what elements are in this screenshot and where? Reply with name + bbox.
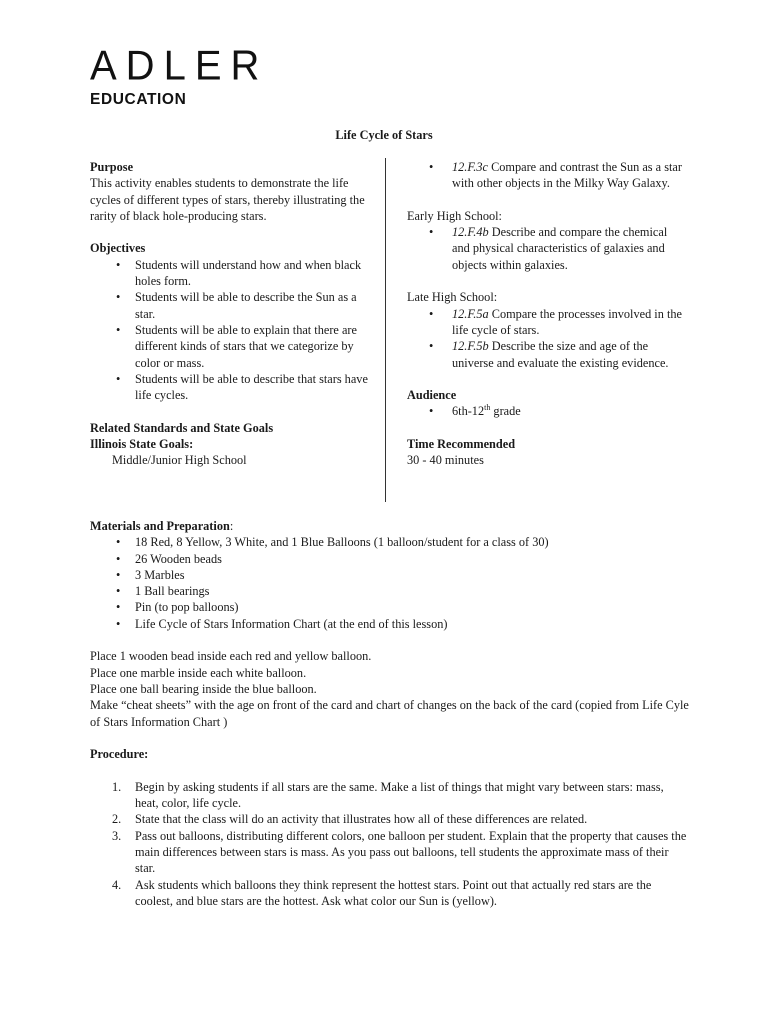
step-number: 3.	[112, 828, 122, 843]
prep-line: Place one marble inside each white balloon.	[90, 665, 307, 680]
audience-grade-start: 6th-12	[452, 404, 485, 419]
standard-text: Compare the processes involved in the life cycle of stars.	[452, 306, 682, 337]
materials-heading: Materials and Preparation	[90, 519, 230, 533]
column-divider	[385, 158, 386, 502]
list-item: • Students will understand how and when black holes form.	[90, 257, 370, 290]
standards-heading: Related Standards and State Goals	[90, 420, 274, 435]
procedure-heading: Procedure:	[90, 747, 149, 762]
materials-colon: :	[229, 519, 234, 533]
standard-code: 12.F.5a	[452, 306, 489, 321]
step-number: 1.	[112, 779, 122, 794]
standards-subheading: Illinois State Goals:	[90, 437, 194, 452]
list-item: • 3 Marbles	[90, 567, 690, 583]
logo-wordmark: ADLER	[90, 42, 269, 90]
audience-list	[407, 403, 682, 419]
time-value: 30 - 40 minutes	[407, 453, 484, 468]
standard-text: Describe and compare the chemical and physical characteristics of galaxies and objects within galaxies.	[452, 225, 668, 272]
step-text: State that the class will do an activity that illustrates how all of these differences are related.	[135, 812, 588, 827]
list-item: • 26 Wooden beads	[90, 551, 690, 567]
prep-line: Make “cheat sheets” with the age on front of the card and chart of changes on the back of the card (copied from Life Cyle of Stars Information Chart )	[90, 698, 689, 729]
objectives-list	[90, 257, 370, 404]
standard-text: Describe the size and age of the universe and evaluate the existing evidence.	[452, 339, 669, 370]
step-number: 2.	[112, 812, 122, 827]
audience-grade-end: grade	[490, 404, 521, 419]
standard-code: 12.F.5b	[452, 339, 489, 354]
list-item	[407, 306, 682, 339]
list-item	[407, 224, 682, 273]
audience-heading: Audience	[407, 388, 457, 403]
procedure-step	[90, 811, 690, 827]
standard-code: 12.F.4b	[452, 225, 489, 240]
time-heading: Time Recommended	[407, 437, 516, 452]
late-standards-list	[407, 306, 682, 371]
objectives-heading: Objectives	[90, 241, 146, 256]
list-item: • Life Cycle of Stars Information Chart (at the end of this lesson)	[90, 616, 690, 632]
procedure-step	[90, 877, 690, 910]
document-title: Life Cycle of Stars	[335, 128, 433, 142]
step-number: 4.	[112, 877, 122, 892]
standard-text: Compare and contrast the Sun as a star with other objects in the Milky Way Galaxy.	[452, 160, 682, 191]
list-item: • Students will be able to explain that there are different kinds of stars that we categorize by color or mass.	[90, 322, 370, 371]
right-column	[407, 159, 682, 469]
early-high-school-label: Early High School:	[407, 208, 502, 223]
materials-heading-line	[90, 518, 690, 534]
list-item	[407, 159, 682, 192]
step-text: Ask students which balloons they think represent the hottest stars. Point out that actually red stars are the coolest, and blue stars are the hottest. Ask what color our Sun is (yellow).	[135, 877, 652, 908]
standards-level: Middle/Junior High School	[112, 453, 247, 468]
adler-logo	[90, 42, 269, 108]
purpose-text: This activity enables students to demonstrate the life cycles of different types of stars, thereby illustrating the rarity of black hole-producing stars.	[90, 176, 365, 223]
left-column	[90, 159, 370, 469]
prep-line: Place one ball bearing inside the blue balloon.	[90, 681, 317, 696]
procedure-list	[90, 779, 690, 909]
procedure-step	[90, 828, 690, 877]
list-item: • 18 Red, 8 Yellow, 3 White, and 1 Blue Balloons (1 balloon/student for a class of 30)	[90, 534, 690, 550]
list-item: • Pin (to pop balloons)	[90, 599, 690, 615]
procedure-step	[90, 779, 690, 812]
audience-grade-suffix: th	[484, 403, 491, 413]
standard-code: 12.F.3c	[452, 160, 488, 174]
logo-subtitle: EDUCATION	[90, 91, 187, 108]
list-item: • Students will be able to describe that stars have life cycles.	[90, 371, 370, 404]
materials-list	[90, 534, 690, 632]
step-text: Begin by asking students if all stars are the same. Make a list of things that might vary between stars: mass, heat, color, life cycle.	[135, 779, 664, 811]
step-text: Pass out balloons, distributing different colors, one balloon per student. Explain that the property that causes the main differences between stars is mass. As you pass out balloons, tell students the approximate mass of their star.	[135, 828, 687, 876]
prep-line: Place 1 wooden bead inside each red and yellow balloon.	[90, 649, 372, 664]
mj-standards-list	[407, 159, 682, 192]
late-high-school-label: Late High School:	[407, 290, 498, 305]
list-item	[407, 403, 682, 419]
list-item: • Students will be able to describe the Sun as a star.	[90, 289, 370, 322]
list-item: • 1 Ball bearings	[90, 583, 690, 599]
main-section	[90, 518, 690, 909]
early-standards-list	[407, 224, 682, 273]
list-item	[407, 338, 682, 371]
purpose-heading: Purpose	[90, 160, 134, 174]
